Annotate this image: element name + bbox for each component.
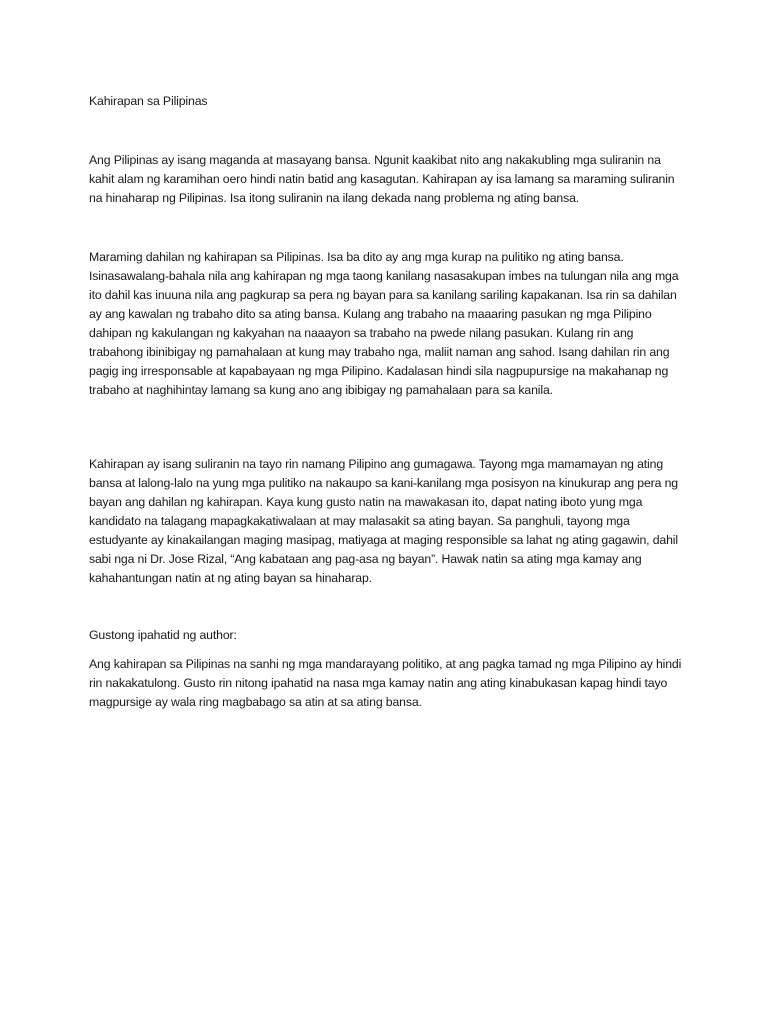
author-intent-heading: Gustong ipahatid ng author:	[89, 628, 237, 642]
author-intent-summary: Ang kahirapan sa Pilipinas na sanhi ng mga mandarayang politiko, at ang pagka tamad ng mga Pilipino ay hindi rin nakakatulong. Gusto rin nitong ipahatid na nasa mga kamay natin ang ating kinabukasan kapag hindi tayo magpursige ay wala ring magbabago sa atin at sa ating bansa.	[89, 657, 682, 709]
paragraph-solution: Kahirapan ay isang suliranin na tayo rin namang Pilipino ang gumagawa. Tayong mga mamamayan ng ating bansa at lalong-lalo na yung mga pulitiko na nakaupo sa kani-kanilang mga posisyon na kinukurap ang pera ng bayan ang dahilan ng kahirapan. Kaya kung gusto natin na mawakasan ito, dapat nating iboto yung mga kandidato na talagang mapagkakatiwalaan at may malasakit sa ating bayan. Sa panghuli, tayong mga estudyante ay kinakailangan maging masipag, matiyaga at maging responsible sa lahat ng ating gagawin, dahil sabi nga ni Dr. Jose Rizal, “Ang kabataan ang pag-asa ng bayan”. Hawak natin sa ating mga kamay ang kahahantungan natin at ng ating bayan sa hinaharap.	[89, 457, 678, 585]
document-title: Kahirapan sa Pilipinas	[89, 94, 208, 108]
paragraph-intro: Ang Pilipinas ay isang maganda at masayang bansa. Ngunit kaakibat nito ang nakakubling mga suliranin na kahit alam ng karamihan oero hindi natin batid ang kasagutan. Kahirapan ay isa lamang sa maraming suliranin na hinaharap ng Pilipinas. Isa itong suliranin na ilang dekada nang problema ng ating bansa.	[89, 153, 675, 205]
paragraph-causes: Maraming dahilan ng kahirapan sa Pilipinas. Isa ba dito ay ang mga kurap na pulitiko ng ating bansa. Isinasawalang-bahala nila ang kahirapan ng mga taong kanilang nasasakupan imbes na tulungan nila ang mga ito dahil kas inuuna nila ang pagkurap sa pera ng bayan para sa kanilang sariling kapakanan. Isa rin sa dahilan ay ang kawalan ng trabaho dito sa ating bansa. Kulang ang trabaho na maaaring pasukan ng mga Pilipino dahipan ng kakulangan ng kakyahan na naaayon sa trabaho na pwede nilang pasukan. Kulang rin ang trabahong ibinibigay ng pamahalaan at kung may trabaho nga, maliit naman ang sahod. Isang dahilan rin ang pagig ing irresponsable at kapabayaan ng mga Pilipino. Kadalasan hindi sila nagpupursige na makahanap ng trabaho at naghihintay lamang sa kung ano ang ibibigay ng pamahalaan para sa kanila.	[89, 250, 679, 397]
